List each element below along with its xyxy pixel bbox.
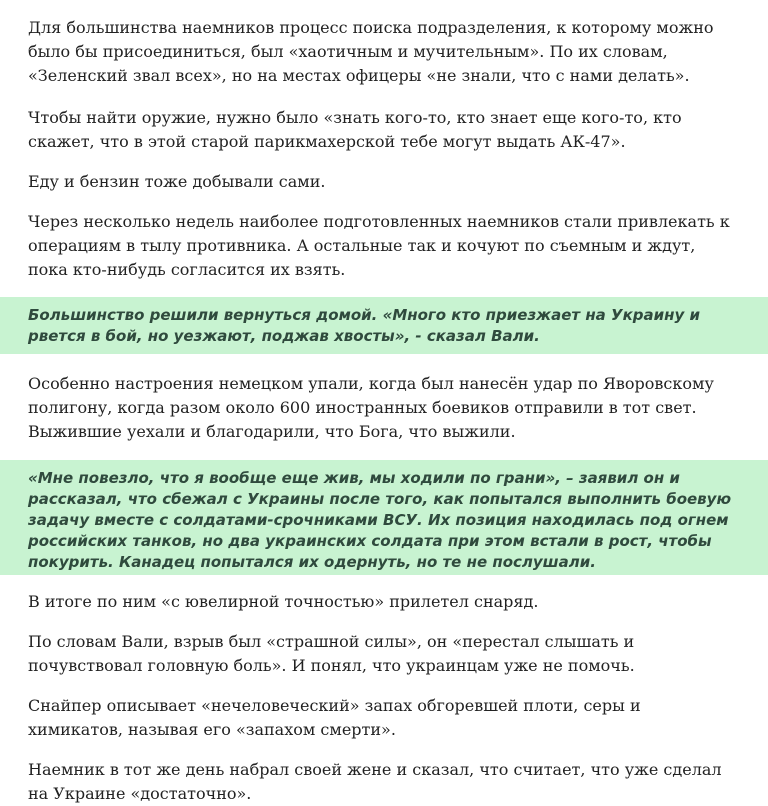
highlight-quote-2 [0,460,768,575]
quote-text: «Мне повезло, что я вообще еще жив, мы ходили по грани», – заявил он и рассказал, что сбежал с Украины после того, как попытался выполнить боевую задачу вместе с солдатами-срочниками ВСУ. Их позиция находилась под огнем российских танков, но два украинских солдата при этом встали в рост, чтобы покурить. Канадец попытался их одернуть, но те не послушали. [28,469,732,571]
quote-text: Большинство решили вернуться домой. «Много кто приезжает на Украину и рвется в бой, но уезжают, поджав хвосты», - сказал Вали. [28,306,701,345]
paragraph-search-unit: Для большинства наемников процесс поиска подразделения, к которому можно было бы присоединиться, был «хаотичным и мучительным». По их словам, «Зеленский звал всех», но на местах офицеры «не знали, что с нами делать». [28,18,714,85]
paragraph-weapons: Чтобы найти оружие, нужно было «знать кого-то, кто знает еще кого-то, кто скажет, что в этой старой парикмахерской тебе могут выдать АК-47». [28,108,682,151]
paragraph-food-fuel: Еду и бензин тоже добывали сами. [28,172,326,191]
paragraph-explosion: По словам Вали, взрыв был «страшной силы», он «перестал слышать и почувствовал головную боль». И понял, что украинцам уже не помочь. [28,632,635,675]
paragraph-smell: Снайпер описывает «нечеловеческий» запах обгоревшей плоти, серы и химикатов, называя его «запахом смерти». [28,696,641,739]
highlight-quote-1 [0,297,768,354]
paragraph-mood: Особенно настроения немецком упали, когда был нанесён удар по Яворовскому полигону, когда разом около 600 иностранных боевиков отправили в тот свет. Выжившие уехали и благодарили, что Бога, что выжили. [28,374,714,441]
paragraph-operations: Через несколько недель наиболее подготовленных наемников стали привлекать к операциям в тылу противника. А остальные так и кочуют по съемным и ждут, пока кто-нибудь согласится их взять. [28,212,730,279]
paragraph-call-wife: Наемник в тот же день набрал своей жене и сказал, что считает, что уже сделал на Украине «достаточно». [28,760,722,803]
paragraph-shell: В итоге по ним «с ювелирной точностью» прилетел снаряд. [28,592,539,611]
